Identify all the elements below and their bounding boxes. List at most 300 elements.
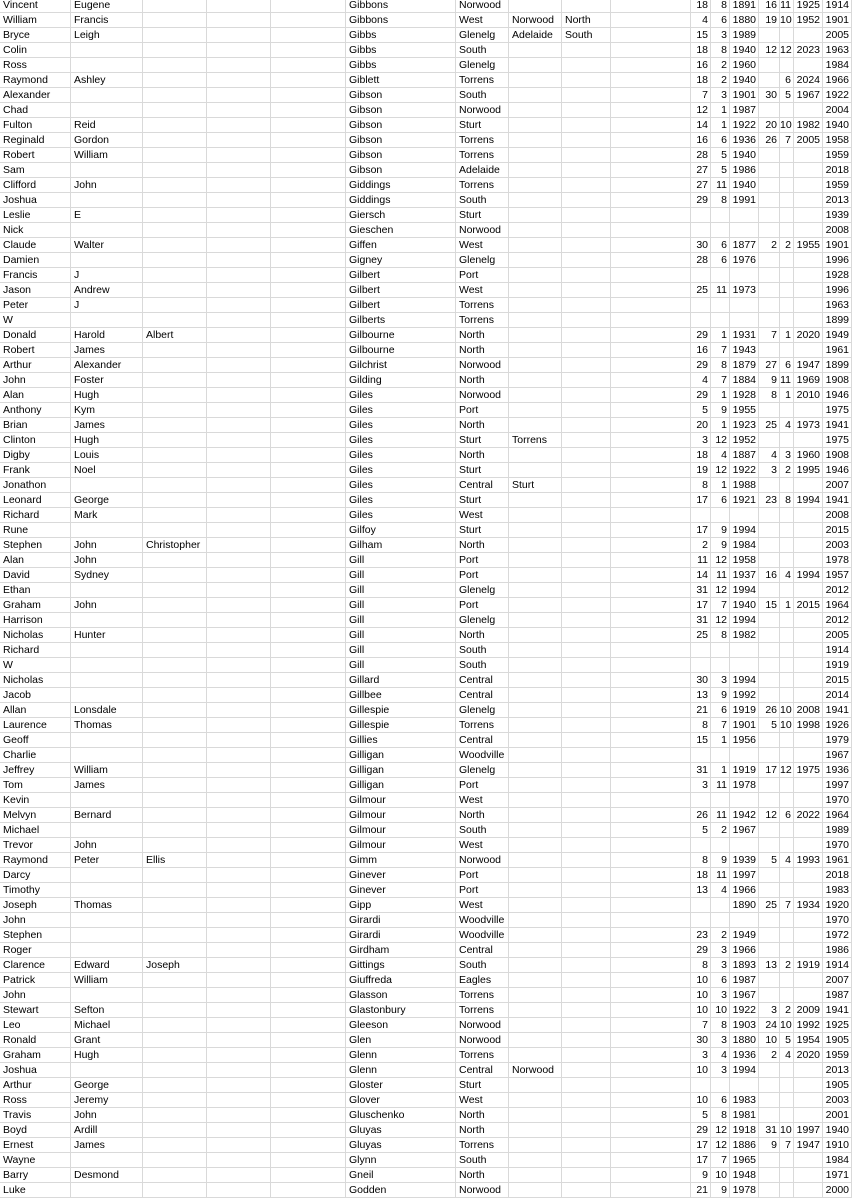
cell-club[interactable]: South: [456, 88, 509, 103]
cell-debut[interactable]: 2005: [823, 628, 852, 643]
cell-blank_a[interactable]: [207, 43, 271, 58]
cell-blank_a[interactable]: [207, 643, 271, 658]
cell-blank_c[interactable]: [611, 1183, 691, 1198]
cell-club[interactable]: Torrens: [456, 133, 509, 148]
cell-surname[interactable]: Gneil: [346, 1168, 456, 1183]
cell-club[interactable]: Port: [456, 883, 509, 898]
cell-club2[interactable]: [509, 838, 562, 853]
cell-second[interactable]: Louis: [71, 448, 143, 463]
cell-surname[interactable]: Gilligan: [346, 778, 456, 793]
cell-blank_c[interactable]: [611, 148, 691, 163]
cell-blank_c[interactable]: [611, 388, 691, 403]
cell-m2[interactable]: [780, 343, 794, 358]
cell-blank_c[interactable]: [611, 508, 691, 523]
cell-month[interactable]: 3: [711, 943, 730, 958]
cell-debut[interactable]: 2003: [823, 538, 852, 553]
cell-second[interactable]: [71, 913, 143, 928]
cell-y2[interactable]: 2022: [794, 808, 823, 823]
cell-club[interactable]: Sturt: [456, 493, 509, 508]
cell-blank_a[interactable]: [207, 343, 271, 358]
cell-surname[interactable]: Gleeson: [346, 1018, 456, 1033]
cell-blank_b[interactable]: [271, 433, 346, 448]
cell-debut[interactable]: 1984: [823, 1153, 852, 1168]
cell-month[interactable]: 9: [711, 853, 730, 868]
cell-blank_b[interactable]: [271, 643, 346, 658]
cell-blank_c[interactable]: [611, 298, 691, 313]
cell-year[interactable]: 1940: [730, 43, 759, 58]
cell-m2[interactable]: [780, 223, 794, 238]
cell-year[interactable]: 1940: [730, 598, 759, 613]
cell-d2[interactable]: [759, 883, 780, 898]
cell-second[interactable]: Sydney: [71, 568, 143, 583]
cell-year[interactable]: [730, 508, 759, 523]
cell-year[interactable]: 1936: [730, 133, 759, 148]
cell-first[interactable]: Joseph: [0, 898, 71, 913]
cell-month[interactable]: 2: [711, 58, 730, 73]
cell-club[interactable]: Norwood: [456, 358, 509, 373]
cell-debut[interactable]: 1964: [823, 808, 852, 823]
cell-third[interactable]: [143, 1078, 207, 1093]
cell-surname[interactable]: Gill: [346, 628, 456, 643]
cell-year[interactable]: [730, 223, 759, 238]
cell-club[interactable]: South: [456, 43, 509, 58]
cell-blank_b[interactable]: [271, 508, 346, 523]
cell-second[interactable]: [71, 943, 143, 958]
cell-blank_a[interactable]: [207, 193, 271, 208]
cell-third[interactable]: [143, 1108, 207, 1123]
cell-club[interactable]: North: [456, 1108, 509, 1123]
cell-club[interactable]: Port: [456, 568, 509, 583]
cell-club3[interactable]: [562, 808, 611, 823]
cell-y2[interactable]: 1925: [794, 0, 823, 13]
cell-club[interactable]: West: [456, 508, 509, 523]
cell-y2[interactable]: 1973: [794, 418, 823, 433]
cell-second[interactable]: Hunter: [71, 628, 143, 643]
cell-club[interactable]: West: [456, 898, 509, 913]
cell-month[interactable]: 3: [711, 88, 730, 103]
cell-month[interactable]: [711, 208, 730, 223]
cell-club3[interactable]: [562, 1078, 611, 1093]
cell-blank_c[interactable]: [611, 463, 691, 478]
cell-blank_b[interactable]: [271, 1153, 346, 1168]
cell-day[interactable]: [691, 658, 711, 673]
cell-surname[interactable]: Gluschenko: [346, 1108, 456, 1123]
cell-blank_c[interactable]: [611, 673, 691, 688]
cell-club3[interactable]: [562, 388, 611, 403]
cell-blank_c[interactable]: [611, 778, 691, 793]
cell-m2[interactable]: [780, 208, 794, 223]
cell-second[interactable]: [71, 613, 143, 628]
cell-debut[interactable]: 1996: [823, 253, 852, 268]
cell-club3[interactable]: [562, 103, 611, 118]
cell-year[interactable]: 1939: [730, 853, 759, 868]
cell-year[interactable]: 1967: [730, 823, 759, 838]
cell-d2[interactable]: [759, 868, 780, 883]
cell-club3[interactable]: [562, 448, 611, 463]
cell-second[interactable]: Desmond: [71, 1168, 143, 1183]
cell-first[interactable]: Frank: [0, 463, 71, 478]
cell-surname[interactable]: Gilligan: [346, 748, 456, 763]
cell-debut[interactable]: 1989: [823, 823, 852, 838]
cell-d2[interactable]: [759, 58, 780, 73]
cell-club[interactable]: North: [456, 1168, 509, 1183]
cell-blank_b[interactable]: [271, 853, 346, 868]
cell-club3[interactable]: [562, 853, 611, 868]
cell-m2[interactable]: [780, 103, 794, 118]
cell-y2[interactable]: [794, 268, 823, 283]
cell-year[interactable]: 1955: [730, 403, 759, 418]
cell-month[interactable]: 4: [711, 1048, 730, 1063]
cell-third[interactable]: [143, 1018, 207, 1033]
cell-debut[interactable]: 1975: [823, 403, 852, 418]
cell-third[interactable]: [143, 628, 207, 643]
cell-blank_c[interactable]: [611, 598, 691, 613]
cell-first[interactable]: Barry: [0, 1168, 71, 1183]
cell-d2[interactable]: [759, 523, 780, 538]
cell-blank_a[interactable]: [207, 523, 271, 538]
cell-blank_a[interactable]: [207, 748, 271, 763]
cell-day[interactable]: 10: [691, 988, 711, 1003]
cell-club[interactable]: West: [456, 13, 509, 28]
cell-d2[interactable]: 16: [759, 0, 780, 13]
cell-blank_a[interactable]: [207, 868, 271, 883]
cell-day[interactable]: 19: [691, 463, 711, 478]
cell-third[interactable]: [143, 493, 207, 508]
cell-blank_b[interactable]: [271, 343, 346, 358]
cell-club[interactable]: South: [456, 658, 509, 673]
cell-m2[interactable]: 5: [780, 1033, 794, 1048]
cell-club[interactable]: Norwood: [456, 0, 509, 13]
cell-first[interactable]: Raymond: [0, 73, 71, 88]
cell-club[interactable]: Central: [456, 943, 509, 958]
cell-second[interactable]: [71, 883, 143, 898]
cell-surname[interactable]: Giffen: [346, 238, 456, 253]
cell-month[interactable]: 3: [711, 28, 730, 43]
cell-second[interactable]: Noel: [71, 463, 143, 478]
cell-m2[interactable]: 2: [780, 238, 794, 253]
cell-blank_a[interactable]: [207, 463, 271, 478]
cell-second[interactable]: [71, 733, 143, 748]
cell-debut[interactable]: 1925: [823, 1018, 852, 1033]
cell-debut[interactable]: 1966: [823, 73, 852, 88]
cell-club3[interactable]: [562, 1063, 611, 1078]
cell-month[interactable]: 11: [711, 778, 730, 793]
cell-year[interactable]: 1891: [730, 0, 759, 13]
cell-club[interactable]: Torrens: [456, 988, 509, 1003]
cell-year[interactable]: 1922: [730, 463, 759, 478]
cell-month[interactable]: 9: [711, 1183, 730, 1198]
cell-y2[interactable]: 1992: [794, 1018, 823, 1033]
cell-third[interactable]: [143, 433, 207, 448]
cell-third[interactable]: [143, 808, 207, 823]
cell-year[interactable]: [730, 793, 759, 808]
cell-club3[interactable]: [562, 793, 611, 808]
cell-club2[interactable]: [509, 598, 562, 613]
cell-day[interactable]: 17: [691, 523, 711, 538]
cell-club3[interactable]: [562, 463, 611, 478]
cell-first[interactable]: Anthony: [0, 403, 71, 418]
cell-club3[interactable]: [562, 823, 611, 838]
cell-second[interactable]: John: [71, 178, 143, 193]
cell-second[interactable]: [71, 748, 143, 763]
cell-d2[interactable]: [759, 313, 780, 328]
cell-first[interactable]: Graham: [0, 598, 71, 613]
cell-debut[interactable]: 1978: [823, 553, 852, 568]
cell-club[interactable]: West: [456, 838, 509, 853]
cell-blank_c[interactable]: [611, 418, 691, 433]
cell-debut[interactable]: 1914: [823, 0, 852, 13]
cell-surname[interactable]: Gill: [346, 553, 456, 568]
cell-debut[interactable]: 1908: [823, 373, 852, 388]
cell-month[interactable]: 7: [711, 373, 730, 388]
cell-month[interactable]: 8: [711, 0, 730, 13]
cell-day[interactable]: 10: [691, 1003, 711, 1018]
cell-blank_a[interactable]: [207, 1033, 271, 1048]
cell-blank_b[interactable]: [271, 748, 346, 763]
cell-club[interactable]: Sturt: [456, 463, 509, 478]
cell-debut[interactable]: 2008: [823, 223, 852, 238]
cell-d2[interactable]: [759, 823, 780, 838]
cell-blank_c[interactable]: [611, 163, 691, 178]
cell-third[interactable]: [143, 988, 207, 1003]
cell-month[interactable]: 3: [711, 673, 730, 688]
cell-second[interactable]: Peter: [71, 853, 143, 868]
cell-blank_a[interactable]: [207, 253, 271, 268]
cell-blank_b[interactable]: [271, 1063, 346, 1078]
cell-first[interactable]: Roger: [0, 943, 71, 958]
cell-y2[interactable]: 1993: [794, 853, 823, 868]
cell-second[interactable]: Hugh: [71, 1048, 143, 1063]
cell-blank_c[interactable]: [611, 958, 691, 973]
cell-day[interactable]: 29: [691, 388, 711, 403]
cell-club2[interactable]: [509, 1138, 562, 1153]
cell-blank_c[interactable]: [611, 658, 691, 673]
cell-blank_c[interactable]: [611, 433, 691, 448]
cell-blank_b[interactable]: [271, 118, 346, 133]
cell-third[interactable]: [143, 253, 207, 268]
cell-club[interactable]: Port: [456, 553, 509, 568]
cell-year[interactable]: 1994: [730, 583, 759, 598]
cell-blank_a[interactable]: [207, 988, 271, 1003]
cell-blank_a[interactable]: [207, 1093, 271, 1108]
cell-month[interactable]: 7: [711, 1153, 730, 1168]
cell-blank_b[interactable]: [271, 358, 346, 373]
cell-month[interactable]: [711, 898, 730, 913]
cell-blank_a[interactable]: [207, 883, 271, 898]
cell-blank_b[interactable]: [271, 28, 346, 43]
cell-debut[interactable]: 1958: [823, 133, 852, 148]
cell-d2[interactable]: [759, 28, 780, 43]
cell-year[interactable]: 1994: [730, 613, 759, 628]
cell-club2[interactable]: [509, 343, 562, 358]
cell-d2[interactable]: [759, 733, 780, 748]
cell-blank_b[interactable]: [271, 1108, 346, 1123]
cell-club2[interactable]: [509, 853, 562, 868]
cell-club2[interactable]: [509, 1093, 562, 1108]
cell-second[interactable]: Lonsdale: [71, 703, 143, 718]
cell-month[interactable]: [711, 658, 730, 673]
cell-blank_a[interactable]: [207, 118, 271, 133]
cell-blank_c[interactable]: [611, 73, 691, 88]
cell-club[interactable]: South: [456, 193, 509, 208]
cell-debut[interactable]: 1905: [823, 1033, 852, 1048]
cell-blank_a[interactable]: [207, 1123, 271, 1138]
cell-surname[interactable]: Gilham: [346, 538, 456, 553]
cell-blank_a[interactable]: [207, 823, 271, 838]
cell-first[interactable]: Wayne: [0, 1153, 71, 1168]
cell-surname[interactable]: Gibson: [346, 133, 456, 148]
cell-surname[interactable]: Gilmour: [346, 793, 456, 808]
cell-first[interactable]: John: [0, 988, 71, 1003]
cell-debut[interactable]: 1961: [823, 853, 852, 868]
cell-day[interactable]: 15: [691, 733, 711, 748]
cell-blank_c[interactable]: [611, 898, 691, 913]
cell-first[interactable]: Richard: [0, 508, 71, 523]
cell-year[interactable]: 1986: [730, 163, 759, 178]
cell-second[interactable]: [71, 1063, 143, 1078]
cell-month[interactable]: 6: [711, 703, 730, 718]
cell-first[interactable]: Colin: [0, 43, 71, 58]
cell-blank_c[interactable]: [611, 208, 691, 223]
cell-day[interactable]: 16: [691, 58, 711, 73]
cell-blank_a[interactable]: [207, 103, 271, 118]
cell-club3[interactable]: [562, 328, 611, 343]
cell-third[interactable]: [143, 568, 207, 583]
cell-surname[interactable]: Giles: [346, 418, 456, 433]
cell-day[interactable]: 30: [691, 238, 711, 253]
cell-second[interactable]: [71, 688, 143, 703]
cell-first[interactable]: John: [0, 373, 71, 388]
cell-m2[interactable]: 2: [780, 1003, 794, 1018]
cell-second[interactable]: Jeremy: [71, 1093, 143, 1108]
cell-blank_b[interactable]: [271, 688, 346, 703]
cell-y2[interactable]: [794, 523, 823, 538]
cell-club2[interactable]: [509, 568, 562, 583]
cell-month[interactable]: 8: [711, 193, 730, 208]
cell-year[interactable]: 1978: [730, 778, 759, 793]
cell-blank_b[interactable]: [271, 463, 346, 478]
cell-third[interactable]: [143, 28, 207, 43]
cell-blank_b[interactable]: [271, 583, 346, 598]
cell-m2[interactable]: 4: [780, 853, 794, 868]
cell-third[interactable]: [143, 463, 207, 478]
cell-blank_b[interactable]: [271, 1003, 346, 1018]
cell-blank_b[interactable]: [271, 493, 346, 508]
cell-d2[interactable]: [759, 913, 780, 928]
cell-day[interactable]: 14: [691, 568, 711, 583]
cell-m2[interactable]: 1: [780, 328, 794, 343]
cell-club[interactable]: West: [456, 1093, 509, 1108]
cell-second[interactable]: [71, 673, 143, 688]
cell-club2[interactable]: Norwood: [509, 13, 562, 28]
cell-second[interactable]: Edward: [71, 958, 143, 973]
cell-second[interactable]: Grant: [71, 1033, 143, 1048]
cell-month[interactable]: 5: [711, 148, 730, 163]
cell-debut[interactable]: 1959: [823, 178, 852, 193]
cell-debut[interactable]: 1959: [823, 1048, 852, 1063]
cell-m2[interactable]: [780, 688, 794, 703]
cell-m2[interactable]: [780, 628, 794, 643]
cell-d2[interactable]: 30: [759, 88, 780, 103]
cell-day[interactable]: [691, 508, 711, 523]
cell-first[interactable]: Stephen: [0, 928, 71, 943]
cell-year[interactable]: 1991: [730, 193, 759, 208]
cell-month[interactable]: [711, 268, 730, 283]
cell-club3[interactable]: [562, 778, 611, 793]
cell-third[interactable]: Ellis: [143, 853, 207, 868]
cell-club2[interactable]: [509, 193, 562, 208]
cell-blank_b[interactable]: [271, 88, 346, 103]
cell-club[interactable]: Glenelg: [456, 58, 509, 73]
cell-first[interactable]: Jonathon: [0, 478, 71, 493]
cell-club2[interactable]: [509, 913, 562, 928]
cell-first[interactable]: Laurence: [0, 718, 71, 733]
cell-club3[interactable]: [562, 838, 611, 853]
cell-debut[interactable]: 1922: [823, 88, 852, 103]
cell-month[interactable]: 12: [711, 1123, 730, 1138]
cell-blank_b[interactable]: [271, 208, 346, 223]
cell-y2[interactable]: [794, 883, 823, 898]
cell-third[interactable]: [143, 673, 207, 688]
cell-y2[interactable]: 1934: [794, 898, 823, 913]
cell-m2[interactable]: 4: [780, 568, 794, 583]
cell-y2[interactable]: [794, 943, 823, 958]
cell-blank_a[interactable]: [207, 178, 271, 193]
cell-d2[interactable]: 31: [759, 1123, 780, 1138]
cell-club3[interactable]: [562, 298, 611, 313]
cell-club[interactable]: North: [456, 1123, 509, 1138]
cell-second[interactable]: James: [71, 343, 143, 358]
cell-club3[interactable]: [562, 943, 611, 958]
cell-month[interactable]: 2: [711, 928, 730, 943]
cell-club[interactable]: North: [456, 343, 509, 358]
cell-blank_b[interactable]: [271, 13, 346, 28]
cell-third[interactable]: [143, 793, 207, 808]
cell-club2[interactable]: [509, 823, 562, 838]
cell-year[interactable]: 1940: [730, 178, 759, 193]
cell-year[interactable]: 1943: [730, 343, 759, 358]
cell-blank_a[interactable]: [207, 838, 271, 853]
cell-d2[interactable]: 8: [759, 388, 780, 403]
cell-club2[interactable]: [509, 958, 562, 973]
cell-month[interactable]: 3: [711, 1063, 730, 1078]
cell-blank_c[interactable]: [611, 28, 691, 43]
cell-year[interactable]: 1884: [730, 373, 759, 388]
cell-blank_b[interactable]: [271, 1048, 346, 1063]
cell-blank_c[interactable]: [611, 238, 691, 253]
cell-surname[interactable]: Giddings: [346, 193, 456, 208]
cell-y2[interactable]: [794, 283, 823, 298]
cell-first[interactable]: Joshua: [0, 193, 71, 208]
cell-club[interactable]: North: [456, 448, 509, 463]
cell-club3[interactable]: [562, 913, 611, 928]
cell-d2[interactable]: 3: [759, 1003, 780, 1018]
cell-m2[interactable]: 10: [780, 718, 794, 733]
cell-year[interactable]: 1987: [730, 973, 759, 988]
cell-first[interactable]: Francis: [0, 268, 71, 283]
cell-third[interactable]: [143, 898, 207, 913]
cell-club2[interactable]: [509, 508, 562, 523]
cell-year[interactable]: 1994: [730, 1063, 759, 1078]
cell-blank_b[interactable]: [271, 328, 346, 343]
cell-second[interactable]: Leigh: [71, 28, 143, 43]
cell-blank_c[interactable]: [611, 1093, 691, 1108]
cell-day[interactable]: 16: [691, 343, 711, 358]
cell-d2[interactable]: [759, 283, 780, 298]
cell-m2[interactable]: 10: [780, 703, 794, 718]
cell-third[interactable]: [143, 133, 207, 148]
cell-second[interactable]: [71, 43, 143, 58]
